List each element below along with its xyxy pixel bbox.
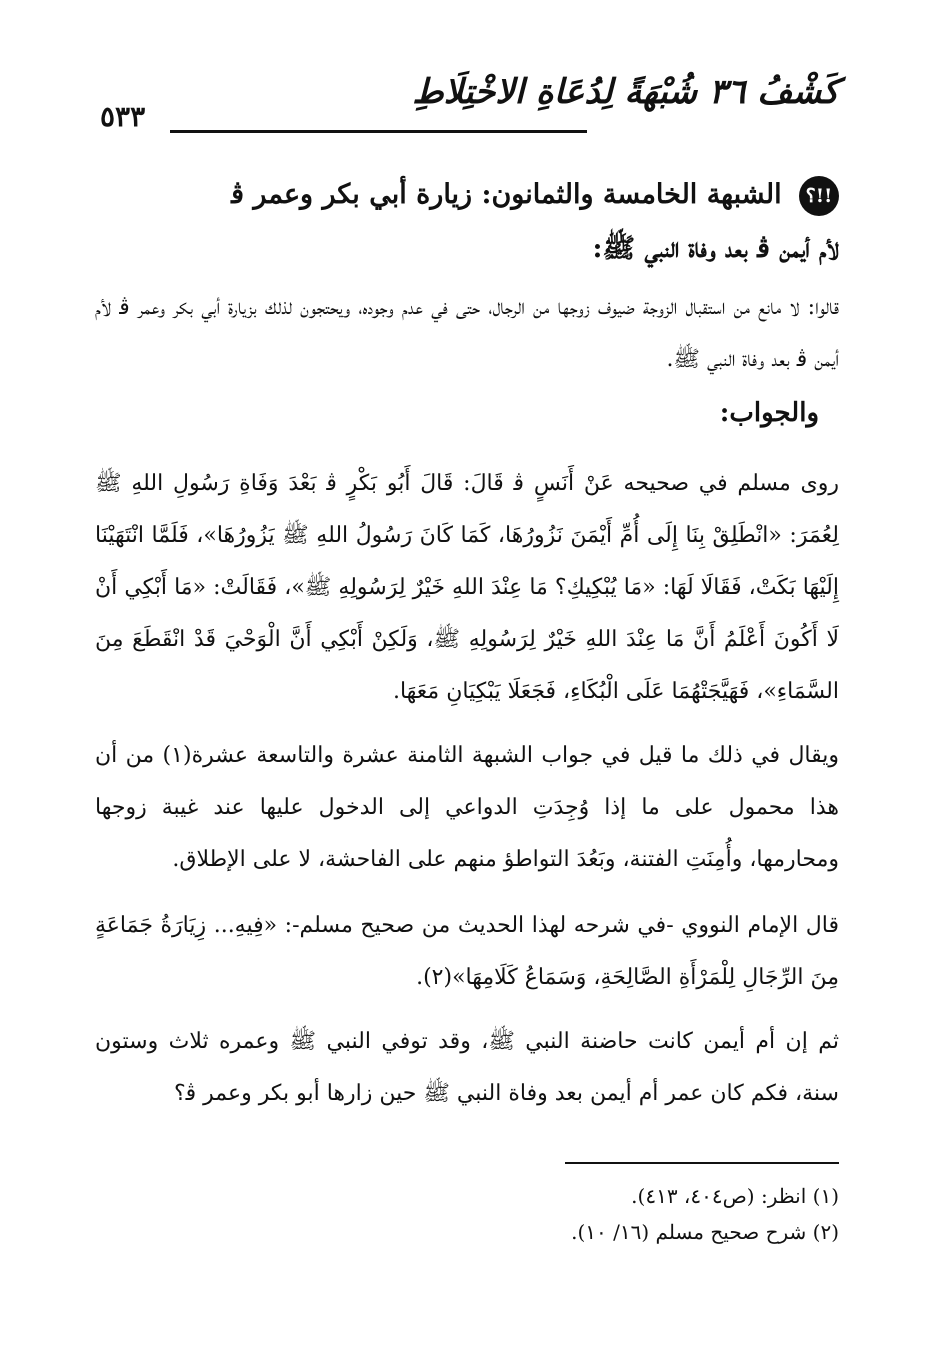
page-number: ٥٣٣ xyxy=(100,100,146,133)
heading-line-1 xyxy=(100,168,839,222)
heading-line-1-text: الشبهة الخامسة والثمانون: زيارة أبي بكر وعمر ﭬ xyxy=(231,179,782,210)
heading-line-2: لأم أيمن ﭬ بعد وفاة النبي ﷺ: xyxy=(592,233,839,264)
section-heading xyxy=(100,168,839,276)
header-rule xyxy=(170,130,587,133)
answer-label: والجواب: xyxy=(719,398,819,428)
claim-paragraph: قالوا: لا مانع من استقبال الزوجة ضيوف زوجها من الرجال، حتى في عدم وجوده، ويحتجون لذلك بزيارة أبي بكر وعمر ﭬ لأم أيمن ﭬ بعد وفاة النبي ﷺ. xyxy=(95,295,839,372)
nawawi-paragraph: قال الإمام النووي -في شرحه لهذا الحديث من صحيح مسلم-: «فِيهِ... زِيَارَةُ جَمَاعَةٍ مِنَ الرِّجَالِ لِلْمَرْأَةِ الصَّالِحَةِ، وَسَمَاعُ كَلَامِهَا»(٢). xyxy=(95,913,839,990)
ruling-paragraph: ويقال في ذلك ما قيل في جواب الشبهة الثامنة عشرة والتاسعة عشرة(١) من أن هذا محمول على ما إذا وُجِدَتِ الدواعي إلى الدخول عليها عند غيبة زوجها ومحارمها، وأُمِنَتِ الفتنة، وبَعُدَ التواطؤ منهم على الفاحشة، لا على الإطلاق. xyxy=(95,743,840,872)
footnote-2: (٢) شرح صحيح مسلم (١٦/ ١٠). xyxy=(571,1220,839,1244)
question-exclamation-icon: !!؟ xyxy=(799,176,839,216)
running-title: كَشْفُ ٣٦ شُبْهَةً لِدُعَاةِ الاخْتِلَاطِ xyxy=(412,72,839,112)
hadith-paragraph: روى مسلم في صحيحه عَنْ أَنَسٍ ﭬ قَالَ: قَالَ أَبُو بَكْرٍ ﭬ بَعْدَ وَفَاةِ رَسُولِ اللهِ ﷺ لِعُمَرَ: «انْطَلِقْ بِنَا إِلَى أُمِّ أَيْمَنَ نَزُورُهَا، كَمَا كَانَ رَسُولُ اللهِ ﷺ يَزُورُهَا»، فَلَمَّا انْتَهَيْنَا إِلَيْهَا بَكَتْ، فَقَالَا لَهَا: «مَا يُبْكِيكِ؟ مَا عِنْدَ اللهِ خَيْرٌ لِرَسُولِهِ ﷺ»، فَقَالَتْ: «مَا أَبْكِي أَنْ لَا أَكُونَ أَعْلَمُ أَنَّ مَا عِنْدَ اللهِ خَيْرٌ لِرَسُولِهِ ﷺ، وَلَكِنْ أَبْكِي أَنَّ الْوَحْيَ قَدْ انْقَطَعَ مِنَ السَّمَاءِ»، فَهَيَّجَتْهُمَا عَلَى الْبُكَاءِ، فَجَعَلَا يَبْكِيَانِ مَعَهَا. xyxy=(95,471,839,704)
page-header xyxy=(100,64,839,134)
footnote-separator xyxy=(565,1162,839,1164)
footnotes xyxy=(95,1178,839,1250)
age-paragraph: ثم إن أم أيمن كانت حاضنة النبي ﷺ، وقد توفي النبي ﷺ وعمره ثلاث وستون سنة، فكم كان عمر أم أيمن بعد وفاة النبي ﷺ حين زارها أبو بكر وعمر ﭬ؟ xyxy=(95,1029,839,1106)
footnote-1: (١) انظر: (ص٤٠٤، ٤١٣). xyxy=(631,1184,839,1208)
